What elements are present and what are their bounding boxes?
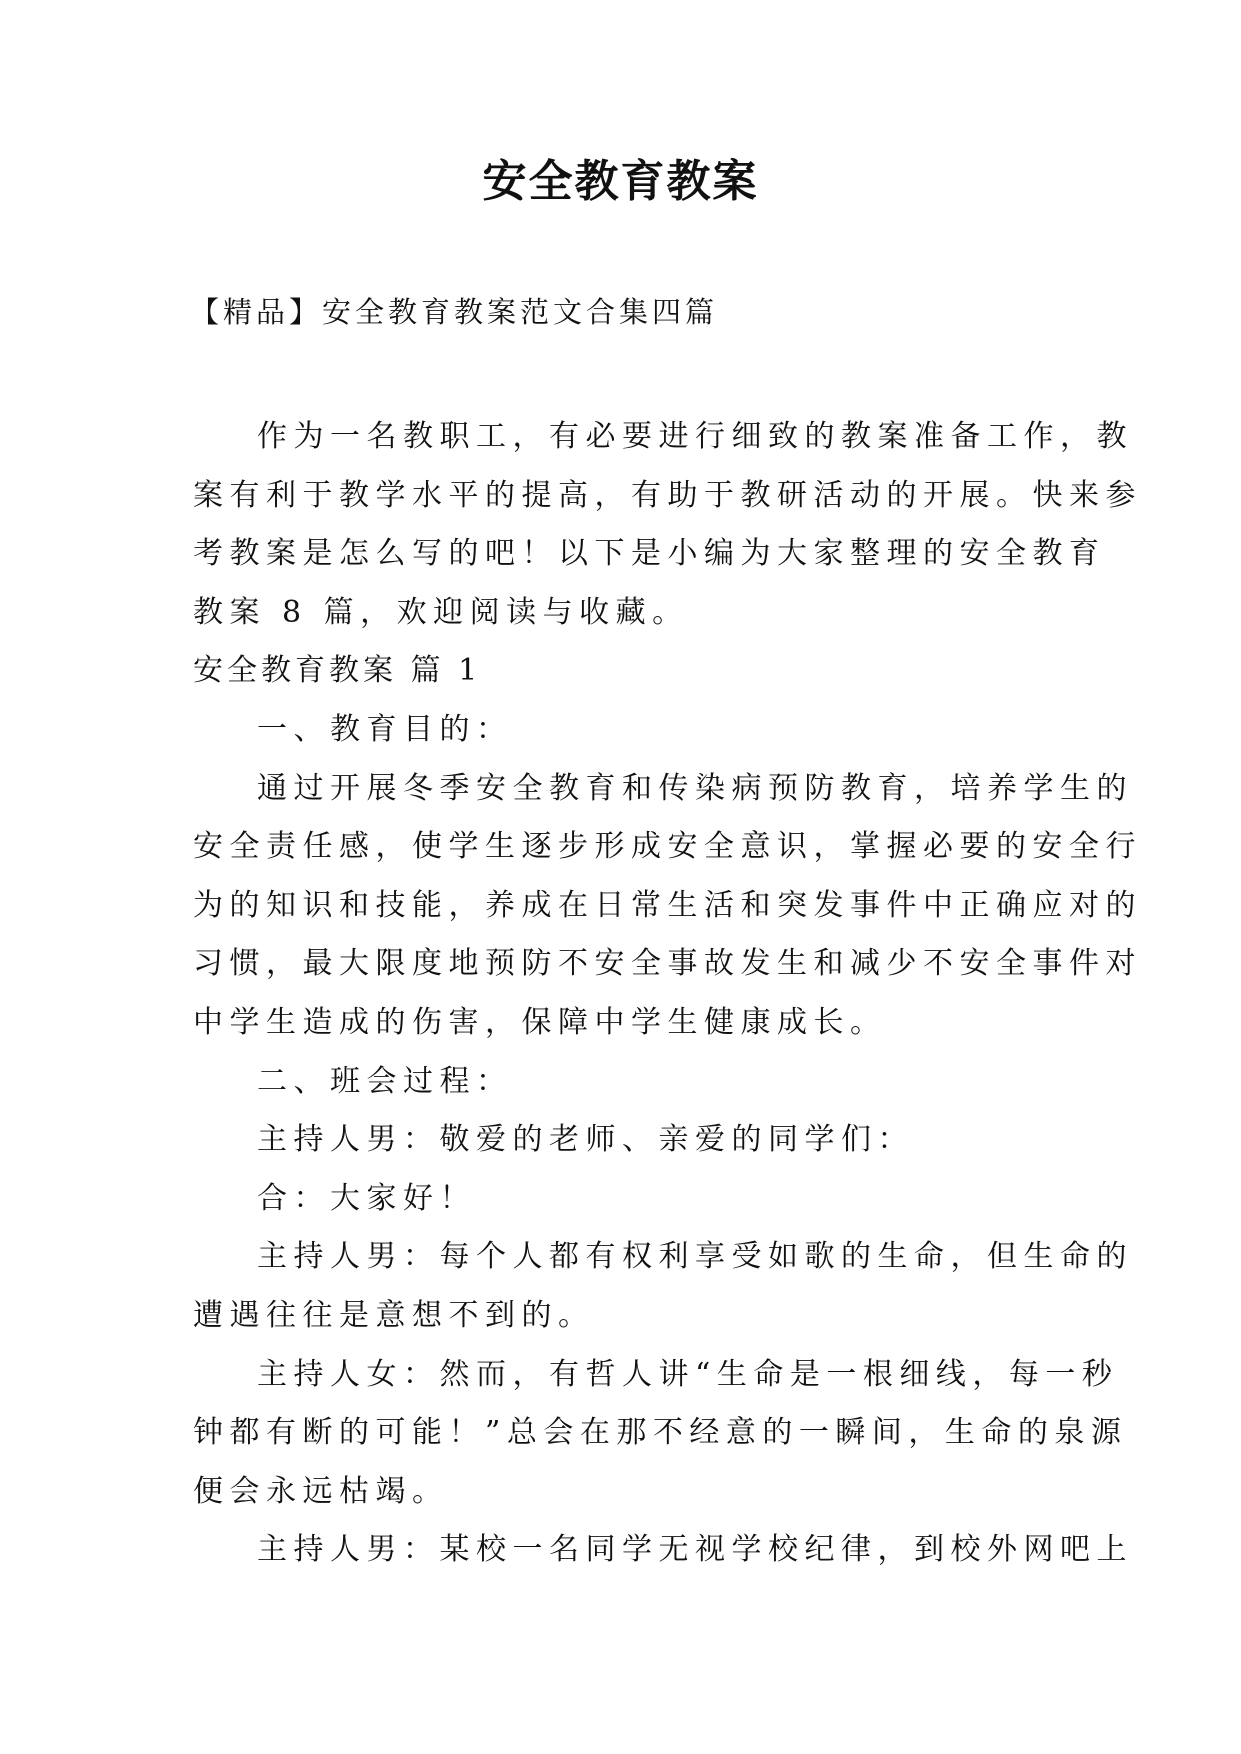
- paragraph-line: 安全责任感，使学生逐步形成安全意识，掌握必要的安全行: [193, 829, 1142, 865]
- paragraph-line: 主持人男：某校一名同学无视学校纪律，到校外网吧上: [257, 1532, 1133, 1568]
- subsection-heading: 二、班会过程：: [257, 1063, 513, 1099]
- document-title: 安全教育教案: [482, 156, 759, 207]
- paragraph-line: 考教案是怎么写的吧！以下是小编为大家整理的安全教育: [193, 536, 1106, 572]
- paragraph-line: 主持人女：然而，有哲人讲“生命是一根细线，每一秒: [257, 1356, 1119, 1392]
- paragraph-line: 为的知识和技能，养成在日常生活和突发事件中正确应对的: [193, 887, 1142, 923]
- paragraph-line: 案有利于教学水平的提高，有助于教研活动的开展。快来参: [193, 477, 1142, 513]
- section-heading: 安全教育教案 篇 1: [193, 653, 482, 689]
- document-body: [193, 408, 1142, 1580]
- paragraph-line: 遭遇往往是意想不到的。: [193, 1297, 595, 1333]
- paragraph-line: 便会永远枯竭。: [193, 1473, 449, 1509]
- document-subtitle: 【精品】安全教育教案范文合集四篇: [190, 295, 719, 329]
- paragraph-line: 教案 8 篇，欢迎阅读与收藏。: [193, 594, 689, 630]
- paragraph-line: 习惯，最大限度地预防不安全事故发生和减少不安全事件对: [193, 946, 1142, 982]
- paragraph-line: 主持人男：每个人都有权利享受如歌的生命，但生命的: [257, 1239, 1133, 1275]
- paragraph-line: 钟都有断的可能！”总会在那不经意的一瞬间，生命的泉源: [193, 1415, 1128, 1451]
- paragraph-line: 作为一名教职工，有必要进行细致的教案准备工作，教: [257, 419, 1133, 454]
- paragraph-line: 主持人男：敬爱的老师、亲爱的同学们：: [257, 1122, 914, 1158]
- paragraph-line: 中学生造成的伤害，保障中学生健康成长。: [193, 1004, 887, 1040]
- paragraph-line: 通过开展冬季安全教育和传染病预防教育，培养学生的: [257, 770, 1133, 806]
- paragraph-line: 合：大家好！: [257, 1180, 476, 1216]
- subsection-heading: 一、教育目的：: [257, 711, 513, 747]
